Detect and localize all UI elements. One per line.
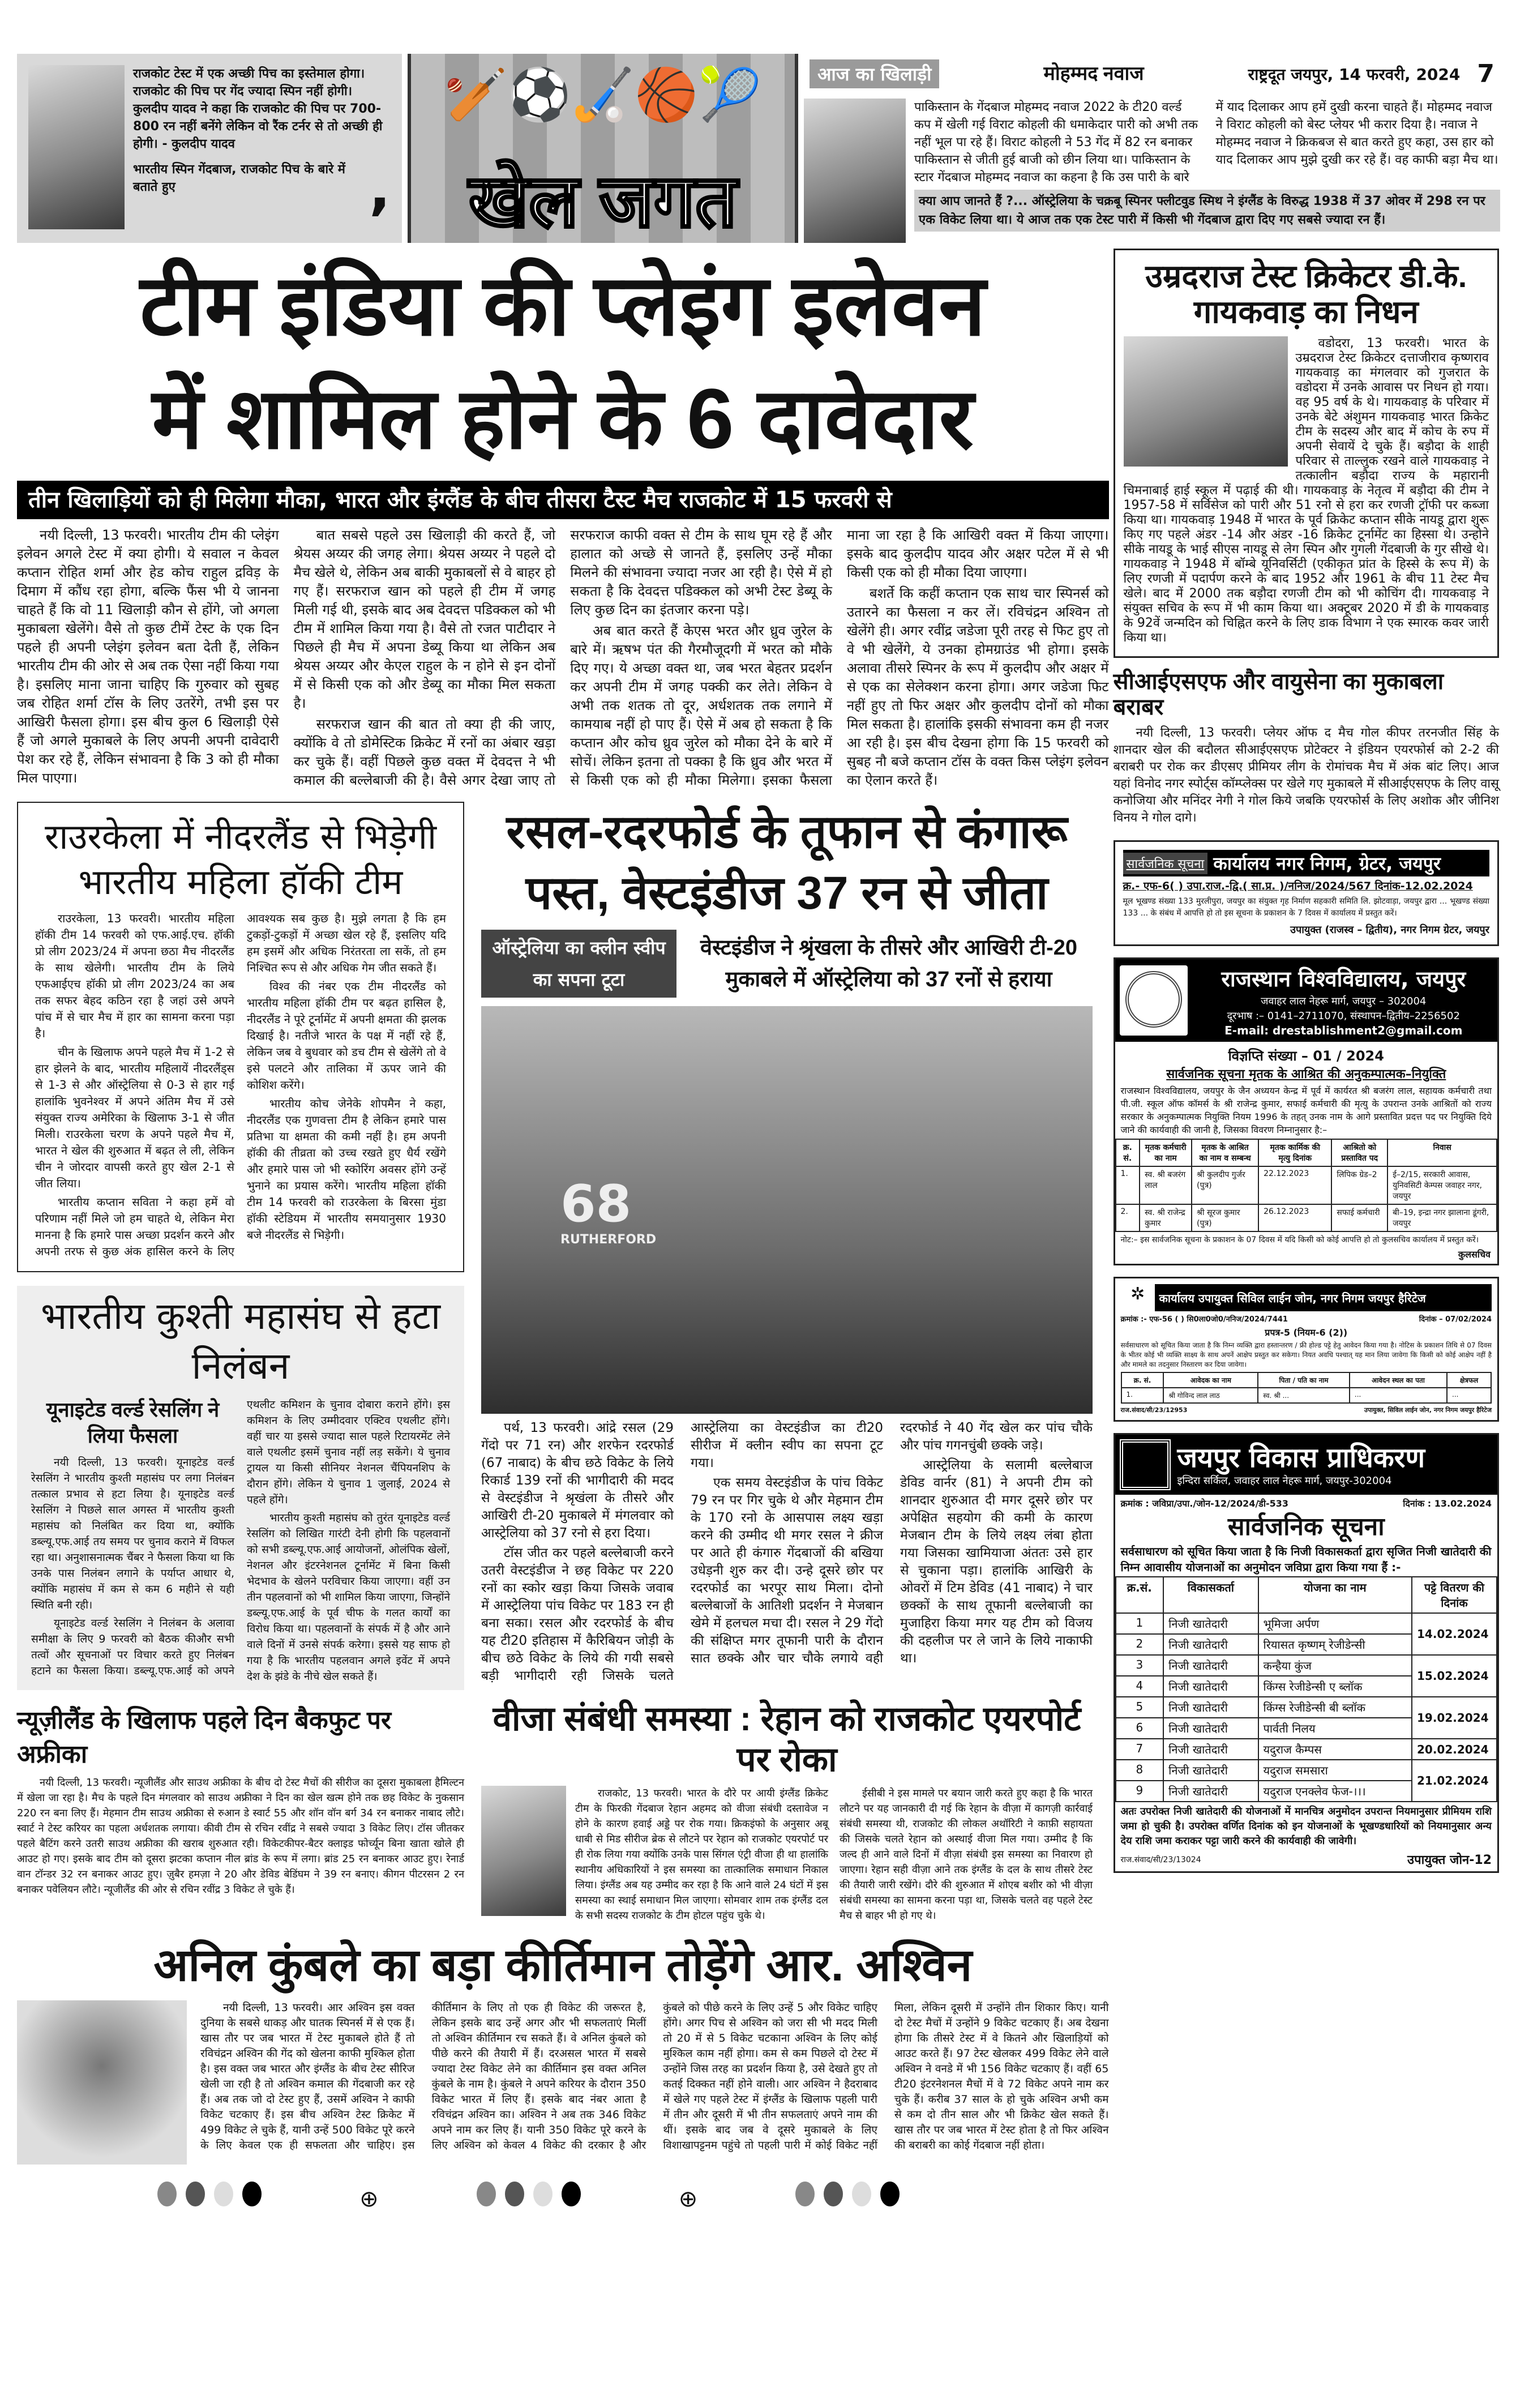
cell: श्री सूरज कुमार (पुत्र) [1192, 1204, 1258, 1231]
player-of-day [804, 54, 1500, 243]
crosshair-icon: ⊕ [678, 2186, 698, 2212]
university-seal-icon [1120, 965, 1188, 1036]
ad-heading: सार्वजनिक सूचना [1227, 1512, 1385, 1542]
paragraph: यूनाइटेड वर्ल्ड रेसलिंग ने निलंबन के अलावा समीक्षा के लिए 9 फरवरी को बैठक कीऔर सभी तत्वों और सूचनाओं पर विचार करते हुए निलंबन हटाने का फैसला किया। डब्ल्यू.एफ.आई को अपने एथलीट कमिशन के चुनाव दोबारा कराने होंगे। इस कमिशन के लिए उम्मीदवार एक्टिव एथलीट होंगे। वहीं चार या इससे ज्यादा साल पहले रिटायरमेंट लेने वाले एथलीट इसमें चुनाव नहीं लड़ सकेंगे। ये चुनाव ट्रायल या किसी सीनियर नेशनल चैंपियनशिप के दौरान होंगे। लेकिन ये चुनाव 1 जुलाई, 2024 से पहले होंगे। [31, 1398, 450, 1677]
table-row [1116, 1739, 1497, 1760]
jersey-name: RUTHERFORD [560, 1233, 657, 1247]
jda-logo-icon [1120, 1439, 1171, 1490]
cell: 2. [1116, 1204, 1140, 1231]
table-row [1116, 1166, 1497, 1204]
paragraph: नयी दिल्ली, 13 फरवरी। भारतीय टीम की प्लेइंग इलेवन अगले टेस्ट में क्या होगी। ये सवाल न केवल कप्तान रोहित शर्मा और हेड कोच राहुल द्रविड़ के दिमाग में कौंध रहा होगा, बल्कि फैंस भी ये जानना चाहते हैं कि वो 11 खिलाड़ी कौन से होंगे, जो अगला मुकाबला खेलेंगे। वैसे तो कुछ टीमें टेस्ट के एक दिन पहले ही अपनी प्लेइंग इलेवन बता देती हैं, लेकिन भारतीय टीम की ओर से अब तक ऐसा नहीं किया गया है। इसलिए माना जाना चाहिए कि गुरुवार को सुबह जब रोहित शर्मा टॉस के लिए उतरेंगे, तभी इस पर आखिरी फैसला होगा। इस बीच कुल 6 खिलाड़ी ऐसे हैं जो अगले मुकाबले के लिए अपनी अपनी दावेदारी पेश कर रहे हैं, लेकिन संभावना है कि 3 को ही मौका मिल पाएगा। [17, 527, 279, 786]
cell: निजी खातेदारी [1163, 1760, 1258, 1781]
table-row [1116, 1697, 1497, 1718]
ad-address: जवाहर लाल नेहरू मार्ग, जयपुर – 302004 [1261, 995, 1427, 1008]
ad-signature: उपायुक्त, सिविल लाईन जोन, नगर निगम जयपुर हैरिटेज [1364, 1406, 1492, 1414]
column-header: क्षेत्रफल [1447, 1372, 1491, 1388]
cisf-body [1114, 725, 1499, 827]
ad-body: मूल भूखण्ड संख्या 133 मुरलीपुरा, जयपुर का संयुक्त गृह निर्माण सहकारी समिति लि. झोटवाड़ा, जयपुर द्वारा ... भूखण्ड संख्या 133 ... के संबंध में आपत्ति हो तो इस सूचना के प्रकाशन के 7 दिवस में कार्यालय में प्रस्तुत करें। [1123, 897, 1489, 918]
ad-signature: उपायुक्त (राजस्व – द्वितीय), नगर निगम ग्रेटर, जयपुर [1290, 924, 1489, 936]
player-name: मोहम्मद नवाज [1043, 63, 1144, 85]
visa-body [575, 1786, 1093, 1926]
russell-story [481, 802, 1093, 1685]
paragraph: एक समय वेस्टइंडीज के पांच विकेट 79 रन पर गिर चुके थे और मेहमान टीम के 170 रनो के आसपास लक्ष्य खड़ा करने की उम्मीद थी मगर रसल ने क्रीज पर आते ही कंगारु गेंदबाजों की बखिया उधेड़नी शुरु कर दी। उन्हे दूसरे छोर पर रदरफोर्ड का भरपूर साथ मिला। दोनो बल्लेबाजों के आतिशी प्रदर्शन ने मेजबान खेमे में हलचल मचा दी। रसल ने 29 गेंदो की संक्षिप्त मगर तूफानी पारी के दौरान सात छक्के और चार चौके लगाये वही रदरफोर्ड ने 40 गेंद खेल कर पांच चौके और पांच गगनचुंबी छक्के जड़े। [691, 1421, 1093, 1666]
cell: 1. [1121, 1388, 1164, 1403]
cell: 9 [1116, 1781, 1164, 1802]
registration-dot-icon [852, 2182, 871, 2206]
column-header: विकासकर्ता [1163, 1577, 1258, 1613]
cell: 26.12.2023 [1258, 1204, 1331, 1231]
masthead [17, 54, 1500, 243]
right-column [1114, 249, 1499, 1873]
russell-headline-line-1: रसल-रदरफोर्ड के तूफान से कंगारू [506, 806, 1068, 858]
registration-marks [153, 2182, 1499, 2210]
notice-title: सार्वजनिक सूचना मृतक के आश्रित की अनुकम्पात्मक–नियुक्ति [1166, 1067, 1446, 1082]
cell: स्व. श्री राजेन्द्र कुमार [1140, 1204, 1192, 1231]
lead-subhead: तीन खिलाड़ियों को ही मिलेगा मौका, भारत और इंग्लैंड के बीच तीसरा टैस्ट मैच राजकोट में 15 फरवरी से [17, 481, 1109, 519]
cell: निजी खातेदारी [1163, 1634, 1258, 1655]
cell: भूमिजा अर्पण [1258, 1613, 1412, 1634]
cell: निजी खातेदारी [1163, 1718, 1258, 1739]
column-header: पट्टे वितरण की दिनांक [1412, 1577, 1497, 1613]
cell: लिपिक ग्रेड–2 [1331, 1166, 1387, 1204]
paragraph: भारतीय कप्तान सविता ने कहा हमें वो परिणाम नहीं मिले जो हम चाहते थे, लेकिन मेरा मानना है कि हमारे पास अच्छा प्रदर्शन करने और अपनी तरफ से कुछ अंक हासिल करने के लिए आवश्यक सब कुछ है। मुझे लगता है कि हम टुकड़ों-टुकड़ों में अच्छा खेल रहे हैं, इसलिए यदि हम इसमें और अधिक निरंतरता ला सकें, तो हम निश्चित रूप से और अधिक गेम जीत सकते हैं। [35, 912, 446, 1258]
dateline: राष्ट्रदूत जयपुर, 14 फरवरी, 2024 [1248, 65, 1461, 84]
wrestling-headline: भारतीय कुश्ती महासंघ से हटा निलंबन [40, 1294, 441, 1388]
ad-header [1115, 1435, 1497, 1495]
cell: 6 [1116, 1718, 1164, 1739]
quote-caption: भारतीय स्पिन गेंदबाज, राजकोट पिच के बारे में बताते हुए [133, 162, 345, 194]
column-header: आवेदन स्थल का पता [1350, 1372, 1447, 1388]
hockey-story [17, 802, 464, 1272]
ad-header [1115, 959, 1497, 1042]
ad-footer: अतः उपरोक्त निजी खातेदारी की योजनाओं में मानचित्र अनुमोदन उपरान्त नियमानुसार प्रीमियम राशि जमा हो चुकी है। उपरोक्त वर्णित दिनांक को इन योजनाओं के भूखण्डधारियों को नियमानुसार अन्य देय राशि जमा कराकर पट्टा जारी करने की कार्यवाही की जावेगी। [1120, 1806, 1492, 1847]
cell: यदुराज एनक्लेव फेज-।।। [1258, 1781, 1412, 1802]
column-header: पिता / पति का नाम [1258, 1372, 1350, 1388]
table-row [1121, 1388, 1491, 1403]
jda-ad [1114, 1433, 1499, 1873]
civil-lines-ad [1114, 1277, 1499, 1422]
ad-label: सार्वजनिक सूचना [1123, 853, 1208, 874]
cell: स्व. श्री बजरंग लाल [1140, 1166, 1192, 1204]
nz-headline: न्यूज़ीलैंड के खिलाफ पहले दिन बैकफुट पर अफ्रीका [17, 1706, 391, 1768]
date-cell: 14.02.2024 [1412, 1613, 1497, 1655]
sports-equipment-icon: 🏏⚽🏑🏀🎾 [444, 65, 762, 125]
cell: निजी खातेदारी [1163, 1781, 1258, 1802]
date-cell: 15.02.2024 [1412, 1655, 1497, 1697]
aaj-ka-khiladi-label: आज का खिलाड़ी [810, 59, 939, 88]
registration-dot-icon [186, 2182, 205, 2206]
ad-title: जयपुर विकास प्राधिकरण [1177, 1442, 1425, 1474]
date-cell: 21.02.2024 [1412, 1760, 1497, 1802]
cell: 5 [1116, 1697, 1164, 1718]
hockey-body [35, 910, 446, 1260]
table-row [1116, 1613, 1497, 1634]
main-area [17, 249, 1109, 2165]
date-cell: 19.02.2024 [1412, 1697, 1497, 1739]
paragraph: नयी दिल्ली, 13 फरवरी। न्यूजीलैंड और साउथ अफ्रीका के बीच दो टेस्ट मैचों की सीरीज का दूसरा मुकाबला हैमिल्टन में खेला जा रहा है। मैच के पहले दिन मंगलवार को साउथ अफ्रीका ने दिन का खेल खत्म होने तक छह विकेट के नुकसान 220 रन बना लिए हैं। मेहमान टीम साउथ अफ्रीका से रुआन डे स्वार्ट 55 और शॉन वॉन बर्ग 34 रन बनाकर नाबाद लौटे। स्वार्ट ने टेस्ट करियर का पहला अर्धशतक लगाया। कीवी टीम से रचिन रवींद्र ने सबसे ज्यादा 3 विकेट लिए। टॉस जीतकर पहले बैटिंग करने उतरी साउथ अफ्रीका की खराब शुरुआत रही। विकेटकीपर-बैटर क्लाइड फोर्च्यून बिना खाता खोले ही आउट हो गए। इसके बाद टीम को दूसरा झटका कप्तान नील ब्रांड के रूप में लगा। ब्रांड 25 रन बनाकर आउट हुए। रेनार्ड वान टॉन्डर 32 रन बनाकर आउट हुए। ज़ुबैर हमज़ा ने 20 और डेविड बेडिंघम ने 39 रन बनाए। कीगन पीटरसन 2 रन बनाकर पवेलियन लौटे। न्यूजीलैंड की ओर से रचिन रवींद्र 3 विकेट ले चुके हैं। [17, 1777, 465, 1896]
ad-form: प्रपत्र-5 (नियम-6 (2)) [1265, 1327, 1348, 1338]
page-number: 7 [1477, 59, 1494, 88]
paragraph: पर्थ, 13 फरवरी। आंद्रे रसल (29 गेंदो पर 71 रन) और शरफेन रदरफोर्ड (67 नाबाद) के बीच छठे विकेट के लिये रिकार्ड 139 रनों की भागीदारी की मदद से वेस्टइंडीज ने श्रृखंला के तीसरे और आखिरी टी-20 मुकाबले में मंगलवार को आस्ट्रेलिया को 37 रनो से हरा दिया। [481, 1421, 674, 1541]
paragraph: भारतीय कोच जेनेके शोपमैन ने कहा, नीदरलैंड एक गुणवत्ता टीम है लेकिन हमारे पास प्रतिभा या क्षमता की कमी नहीं है। हम अपनी हॉकी की तीव्रता को उच्च रखते हुए धैर्य रखेंगे और हमारे पास जो भी स्कोरिंग अवसर होंगे उन्हें भुनाने का प्रयास करेंगे। भारतीय महिला हॉकी टीम 14 फरवरी को राउरकेला के बिरसा मुंडा हॉकी स्टेडियम में भारतीय समयानुसार 1930 बजे नीदरलैंड से भिड़ेगी। [247, 1097, 446, 1242]
ad-date: दिनांक – 07/02/2024 [1419, 1315, 1492, 1324]
player-text: पाकिस्तान के गेंदबाज मोहम्मद नवाज 2022 के टी20 वर्ल्ड कप में खेली गई विराट कोहली की धमाकेदार पारी को अभी तक नहीं भूल पा रहे हैं। विराट कोहली ने 53 गेंद में 82 रन बनाकर पाकिस्तान से जीती हुई बाजी को छीन लिया था। पाकिस्तान के स्टार गेंदबाज मोहम्मद नवाज का कहना है कि उस पारी के बारे में याद दिलाकर आप हमें दुखी करना चाहते हैं। मोहम्मद नवाज ने विराट कोहली को बेस्ट प्लेयर भी करार दिया है। नवाज ने मोहम्मद नवाज ने क्रिकबज से बात करते हुए कहा, उस हार को याद दिलाकर आप मुझे दुखी कर रहे हैं। वह काफी बड़ा मैच था। [914, 100, 1498, 185]
appointment-table [1115, 1139, 1497, 1232]
table-header-row [1121, 1372, 1491, 1388]
gaikwad-headline: उम्रदराज टेस्ट क्रिकेटर डी.के. गायकवाड़ का निधन [1145, 258, 1467, 330]
wrestling-body [31, 1397, 450, 1684]
cell: कन्हैया कुंज [1258, 1655, 1412, 1676]
ad-title: राजस्थान विश्वविद्यालय, जयपुर [1221, 966, 1466, 992]
ad-ref: क्रमांक :- एफ-56 ( ) सि0ला0जो0/ननिज/2024/7441 [1120, 1315, 1288, 1324]
cell: निजी खातेदारी [1163, 1676, 1258, 1697]
lead-body [17, 526, 1109, 790]
crosshair-icon: ⊕ [359, 2186, 379, 2212]
ad-code: राज.संवाद/सी/23/13024 [1120, 1855, 1201, 1864]
ad-date: दिनांक : 13.02.2024 [1403, 1498, 1492, 1509]
column-header: आवेदक का नाम [1163, 1372, 1258, 1388]
ad-signature: उपायुक्त जोन-12 [1407, 1853, 1492, 1868]
paragraph: नयी दिल्ली, 13 फरवरी। आर अश्विन इस वक्त दुनिया के सबसे धाकड़ और घातक स्पिनर्स में से एक हैं। खास तौर पर जब भारत में टेस्ट मुकाबले होते हैं तो रविचंद्रन अश्विन की गेंद को खेलना काफी मुश्किल होता है। इस वक्त जब भारत और इंग्लैंड के बीच टेस्ट सीरिज खेली जा रही है तो अश्विन कमाल की गेंदबाजी कर रहे हैं। अब तक जो दो टेस्ट हुए हैं, उसमें अश्विन ने काफी विकेट चटकाए हैं। इस बीच अश्विन टेस्ट क्रिकेट में 499 विकेट ले चुके हैं, यानी उन्हें 500 विकेट पूरे करने के लिए केवल एक ही सफलता और चाहिए। इस कीर्तिमान के लिए तो एक ही विकेट की जरूरत है, लेकिन इसके बाद उन्हें अगर और भी सफलताएं मिलीं तो अश्विन कीर्तिमान रच सकते हैं। वे अनिल कुंबले को पीछे करने की तैयारी में हैं। दरअसल भारत में सबसे ज्यादा टेस्ट विकेट लेने का कीर्तिमान इस वक्त अनिल कुंबले के नाम है। कुंबले ने अपने करियर के दौरान 350 विकेट भारत में लिए हैं। इसके बाद नंबर आता है रविचंद्रन अश्विन का। अश्विन ने अब तक 346 विकेट अपने नाम कर लिए हैं। यानी 350 विकेट पूरे करने के लिए अश्विन को केवल 4 विकेट की दरकार है और कुंबले को पीछे करने के लिए उन्हें 5 और विकेट चाहिए होंगे। अगर पिच से अश्विन को जरा सी भी मदद मिली तो 20 में से 5 विकेट चटकाना अश्विन के लिए कोई मुश्किल काम नहीं होगा। कम से कम पिछले दो टेस्ट में उन्होंने जिस तरह का प्रदर्शन किया है, उसे देखते हुए तो कतई दिक्कत नहीं होने वाली। आर अश्विन ने हैदराबाद में खेले गए पहले टेस्ट में इंग्लैंड के खिलाफ पहली पारी में तीन और दूसरी में भी तीन सफलताएं अपने नाम की थीं। इसके बाद जब वे दूसरे मुकाबले के लिए विशाखापट्टनम पहुंचे तो पहली पारी में कोई विकेट नहीं मिला, लेकिन दूसरी में उन्होंने तीन शिकार किए। यानी दो टेस्ट मैचों में उन्होंने 9 विकेट चटकाए हैं। अब देखना होगा कि तीसरे टेस्ट में वे कितने और खिलाड़ियों को आउट करते हैं। 97 टेस्ट खेलकर 499 विकेट लेने वाले अश्विन ने वनडे में भी 156 विकेट चटकाए हैं। वहीं 65 टी20 इंटरनेशनल मैचों में वे 72 विकेट अपने नाम कर चुके हैं। करीब 37 साल के हो चुके अश्विन अभी कम से कम दो तीन साल और भी क्रिकेट खेल सकते हैं। खास तौर पर जब भारत में टेस्ट होता है तो फिर अश्विन की बराबरी का कोई गेंदबाज नहीं होता। [200, 2001, 1109, 2152]
paragraph: नयी दिल्ली, 13 फरवरी। यूनाइटेड वर्ल्ड रेसलिंग ने भारतीय कुश्ती महासंघ पर लगा निलंबन तत्काल प्रभाव से हटा लिया है। यूनाइटेड वर्ल्ड रेसलिंग ने पिछले साल अगस्त में भारतीय कुश्ती महासंघ को निलंबित कर दिया था, क्योंकि डब्ल्यू.एफ.आई तय समय पर चुनाव कराने में विफल रहा था। अनुशासनात्मक चैंबर ने फैसला किया था कि उनके पास निलंबन लगाने के पर्याप्त आधार थे, क्योंकि महासंघ में कम से कम 6 महीने से यही स्थिति बनी रही। [31, 1456, 234, 1611]
column-header: मृतक के आश्रित का नाम व सम्बन्ध [1192, 1139, 1258, 1166]
cell: निजी खातेदारी [1163, 1697, 1258, 1718]
ad-title: कार्यालय नगर निगम, ग्रेटर, जयपुर [1213, 853, 1441, 875]
table-row [1116, 1760, 1497, 1781]
ad-header [1123, 850, 1489, 876]
column-header: क्र. सं. [1116, 1139, 1140, 1166]
lead-headline-line-1: टीम इंडिया की प्लेइंग इलेवन [140, 258, 986, 353]
cell: ... [1350, 1388, 1447, 1403]
column-header: आश्रितो को प्रस्तावित पद [1331, 1139, 1387, 1166]
visa-story [481, 1699, 1093, 1926]
cell: सफाई कर्मचारी [1331, 1204, 1387, 1231]
cell: यदुराज समसारा [1258, 1760, 1412, 1781]
nz-body [17, 1775, 464, 1897]
paragraph: राजकोट, 13 फरवरी। भारत के दौरे पर आयी इंग्लैंड क्रिकेट टीम के फिरकी गेंदबाज रेहान अहमद को वीजा संबंधी दस्तावेज न होने के कारण हवाई अड्डे पर रोक गया। क्रिकइंफो के अनुसार अबू धाबी से मिड सीरीज ब्रेक से लौटने पर रेहान को राजकोट एयरपोर्ट पर ही रोक लिया गया क्योंकि उनके पास सिंगल एंट्री वीजा ही था हालांकि स्थानीय अधिकारियों ने इस समस्या का तात्कालिक समाधान निकाल लिया। इंग्लैंड अब यह उम्मीद कर रहा है कि आने वाले 24 घंटों में इस समस्या का स्थाई समाधान मिल जाएगा। सोमवार शाम तक इंग्लैंड दल के सभी सदस्य राजकोट के टीम होटल पहुंच चुके थे। [575, 1787, 828, 1922]
column-header: क्र. सं. [1121, 1372, 1164, 1388]
cell: श्री गोविन्द लाल लाठ [1163, 1388, 1258, 1403]
cell: 3 [1116, 1655, 1164, 1676]
column-header: क्र.सं. [1116, 1577, 1164, 1613]
paragraph: भारतीय कुश्ती महासंघ को तुरंत यूनाइटेड वर्ल्ड रेसलिंग को लिखित गारंटी देनी होगी कि पहलवानों को सभी डब्ल्यू.एफ.आई आयोजनों, ओलंपिक खेलों, नेशनल और इंटरनेशनल टूर्नामेंट में बिना किसी भेदभाव के खेलने परविचार किया जाएगा। वहीं उन तीन पहलवानों को भी शामिल किया जाएगा, जिन्होंने डब्ल्यू.एफ.आई के पूर्व चीफ के गलत कार्यों का विरोध किया था। पहलवानों के संपर्क में है और आने वाले दिनों में उनसे संपर्क करेगा। इससे यह साफ हो गया है कि भारतीय पहलवान अगले इवेंट में अपने देश के झंडे के नीचे खेल सकते हैं। [247, 1512, 450, 1683]
match-photo [481, 1006, 1093, 1414]
russell-body [481, 1419, 1093, 1685]
cell: स्व. श्री ... [1258, 1388, 1350, 1403]
cell: निजी खातेदारी [1163, 1739, 1258, 1760]
paragraph: आस्ट्रेलिया के सलामी बल्लेबाज डेविड वार्नर (81) ने अपनी टीम को शानदार शुरुआत दी मगर दूसरे छोर पर अपेक्षित सहयोग की कमी के कारण मेजबान टीम के लिये लक्ष्य लंबा होता गया जिसका खामियाजा अंततः उसे हार से चुकाना पड़ा। हालांकि आखिरी के ओवरों में टिम डेविड (41 नाबाद) ने चार छक्कों के साथ तूफानी बल्लेबाजी का मुजाहिरा किया मगर यह टीम को विजय की दहलीज पर ले जाने के लिये नाकाफी था। [900, 1458, 1093, 1666]
ad-body: सर्वसाधारण को सूचित किया जाता है कि निम्न व्यक्ति द्वारा हस्तान्तरण / फ्री होल्ड पट्टे हेतु आवेदन किया गया है। नोटिस के प्रकाशन तिथि से 07 दिवस के भीतर कोई भी व्यक्ति साक्ष्य के साथ अपनें आक्षेप प्रस्तुत कर सकेगा। नियत अवधि पश्चात् यह मान लिया जावेगा कि किसी को कोई आक्षेप नहीं है और मामले का तदनुसार निस्तारण कर दिया जावेगा। [1120, 1341, 1492, 1369]
paragraph: बशर्ते कि कहीं कप्तान एक साथ चार स्पिनर्स को उतारने का फैसला न कर लें। रविचंद्रन अश्विन तो खेलेंगे ही। अगर रवींद्र जडेजा पूरी तरह से फिट हुए तो वे भी खेलेंगे, ये उनका होमग्राउंड भी होगा। इसके अलावा तीसरे स्पिनर के रूप में कुलदीप और अक्षर में से एक का सेलेक्शन करना होगा। अगर जडेजा फिट नहीं हुए तो फिर अक्षर और कुलदीप दोनों को मौका मिल सकता है। हालांकि इसकी संभावना कम ही नजर आ रही है। इस बीच देखना होगा कि 15 फरवरी को सुबह नौ बजे कप्तान टॉस के वक्त किस प्लेइंग इलेवन का ऐलान करते हैं। [846, 585, 1109, 788]
quote-text: राजकोट टेस्ट में एक अच्छी पिच का इस्तेमाल होगा। राजकोट की पिच पर गेंद ज्यादा स्पिन नहीं होगी। कुलदीप यादव ने कहा कि राजकोट की पिच पर 700-800 रन नहीं बनेंगे लेकिन वो रैंक टर्नर से तो अच्छी ही होगी। - कुलदीप यादव [133, 67, 383, 151]
notice-note: नोट:– इस सार्वजनिक सूचना के प्रकाशन के 07 दिवस में यदि किसी को कोई आपत्ति हो तो कुलसचिव कार्यालय में प्रस्तुत करें। [1120, 1235, 1479, 1245]
nagar-nigam-ad [1114, 840, 1499, 946]
cell: 1 [1116, 1613, 1164, 1634]
registration-dot-icon [880, 2182, 900, 2206]
lead-headline-line-2: में शामिल होने के 6 दावेदार [152, 371, 974, 466]
registration-dot-icon [562, 2182, 581, 2206]
column-header: निवास [1387, 1139, 1497, 1166]
did-you-know: क्या आप जानते हैं ?... ऑस्ट्रेलिया के चक्रबू स्पिनर फ्लीटवुड स्मिथ ने इंग्लैंड के विरुद्ध 1938 में 37 ओवर में 298 रन पर एक विकेट लिया था। ये आज तक एक टेस्ट पारी में किसी भी गेंदबाज द्वारा दिए गए सबसे ज्यादा रन हैं। [914, 190, 1500, 232]
column-header: मृतक कर्मचारी का नाम [1140, 1139, 1192, 1166]
table-header-row [1116, 1139, 1497, 1166]
cell: किंग्स रेजीडेन्सी ए ब्लॉक [1258, 1676, 1412, 1697]
registration-dot-icon [824, 2182, 843, 2206]
column-header: योजना का नाम [1258, 1577, 1412, 1613]
emblem-icon: ✲ [1121, 1284, 1155, 1311]
ashwin-photo [17, 2000, 187, 2165]
cell: किंग्स रेजीडेन्सी बी ब्लॉक [1258, 1697, 1412, 1718]
section-logo [408, 54, 798, 243]
cell: 22.12.2023 [1258, 1166, 1331, 1204]
registration-dot-icon [214, 2182, 233, 2206]
paragraph: चीन के खिलाफ अपने पहले मैच में 1-2 से हार झेलने के बाद, भारतीय महिलायें नीदरलैंड्स से 1-3 से और ऑस्ट्रेलिया से 0-3 से हार गई हालांकि भुवनेश्वर में अपने अंतिम मैच में उसे संयुक्त राज्य अमेरिका के खिलाफ 3-1 से जीत मिली। राउरकेला चरण के अपने पहले मैच में, भारत ने खेल की शुरुआत में बढ़त ले ली, लेकिन चीन ने जोरदार वापसी करते हुए खेल 2-1 से जीत लिया। [35, 1045, 234, 1190]
paragraph: सरफराज खान की बात तो क्या ही की जाए, क्योंकि वे तो डोमेस्टिक क्रिकेट में रनों का अंबार खड़ा कर चुके हैं। वहीं पिछले कुछ वक्त में देवदत्त ने भी कमाल की बल्लेबाजी की है। वैसे अगर देखा जाए तो सरफराज काफी वक्त से टीम के साथ घूम रहे हैं और हालात को अच्छे से जानते हैं, इसलिए उन्हें मौका मिलने की संभावना ज्यादा नजर आ रही है। ऐसे में हो सकता है कि देवदत्त पडिक्कल को अभी टेस्ट डेब्यू के लिए कुछ दिन का इंतजार करना पड़े। [293, 527, 832, 788]
jersey-number: 68 [560, 1174, 632, 1234]
cell: 8 [1116, 1760, 1164, 1781]
cell: ई–2/15, सरकारी आवास, युनिवसिटी केम्पस जवाहर नगर, जयपुर [1387, 1166, 1497, 1204]
registration-dot-icon [533, 2182, 553, 2206]
registration-dot-icon [242, 2182, 262, 2206]
registration-dot-icon [795, 2182, 815, 2206]
registration-dot-icon [477, 2182, 496, 2206]
registration-dot-icon [505, 2182, 524, 2206]
cell: 4 [1116, 1676, 1164, 1697]
hockey-headline: राउरकेला में नीदरलैंड से भिड़ेगी भारतीय महिला हॉकी टीम [44, 816, 436, 903]
paragraph: टॉस जीत कर पहले बल्लेबाजी करने उतरी वेस्टइंडीज ने छह विकेट पर 220 रनों का स्कोर खड़ा किया जिसके जवाब में आस्ट्रेलिया पांच विकेट पर 183 रन ही बना सका। रसल और रदरफोर्ड के बीच यह टी20 इतिहास में कैरिबियन जोड़ी के बीच छठे विकेट के लिये की गयी सबसे बड़ी भागीदारी रही जिसके चलते आस्ट्रेलिया का वेस्टइंडीज का टी20 सीरीज में क्लीन स्वीप का सपना टूट गया। [481, 1421, 883, 1683]
paragraph: अब बात करते हैं केएस भरत और ध्रुव जुरेल के बारे में। ऋषभ पंत की गैरमौजूदगी में भरत को मौके दिए गए। ये अच्छा वक्त था, जब भरत बेहतर प्रदर्शन कर अपनी टीम में जगह पक्की कर लेते। लेकिन वे अभी तक शतक तो दूर, अर्धशतक तक लगाने में कामयाब नहीं हो पाए हैं। ऐसे में अब हो सकता है कि कप्तान और कोच ध्रुव जुरेल को मौका देने के बारे में सोचें। लेकिन इतना तो पक्का है कि ध्रुव और भरत में से किसी एक को ही मौका मिलेगा। इसका फैसला माना जा रहा है कि आखिरी वक्त में किया जाएगा। इसके बाद कुलदीप यादव और अक्षर पटेल में से भी किसी एक को ही मौका दिया जाएगा। [570, 527, 1109, 788]
section-title: खेल जगत [468, 160, 738, 243]
visa-headline: वीजा संबंधी समस्या : रेहान को राजकोट एयरपोर्ट पर रोका [493, 1700, 1081, 1778]
ad-ref: क्रमांक : जविप्रा/उपा./जोन-12/2024/डी-533 [1120, 1498, 1289, 1509]
gaikwad-story [1114, 249, 1499, 658]
lead-headline [17, 249, 1109, 475]
notice-body: राजस्थान विश्वविद्यालय, जयपुर के जैन अध्ययन केन्द्र में पूर्व में कार्यरत श्री बजरंग लाल, सहायक कर्मचारी तथा पी.जी. स्कूल ऑफ कॉमर्स के श्री राजेन्द्र कुमार, सफाई कर्मचारी की मृत्यु के उपरान्त उनके आश्रितों को राज्य सरकार के अनुकम्पात्मक नियुक्ति नियम 1996 के तहत् उनक नाम के आगे प्रस्तावित प्रदत्त पद पर नियुक्ति दिये जाने की कार्यवाही की जानी है, जिसका विवरण निम्नानुसार है:– [1120, 1085, 1492, 1136]
cell: श्री कुलदीप गुर्जर (पुत्र) [1192, 1166, 1258, 1204]
wrestling-subhead: यूनाइटेड वर्ल्ड रेसलिंग ने लिया फैसला [46, 1398, 220, 1447]
russell-headline-line-2: पस्त, वेस्टइंडीज 37 रन से जीता [525, 867, 1048, 919]
paragraph: नयी दिल्ली, 13 फरवरी। प्लेयर ऑफ द मैच गोल कीपर तरनजीत सिंह के शानदार खेल की बदौलत सीआईएसएफ प्रोटेक्टर ने इंडियन एयरफोर्स को 2-2 की बराबरी पर रोक कर डीएसए प्रीमियर लीग के रोमांचक मैच में अंक बांट लिए। आज यहां विनोद नगर स्पोर्ट्स कॉम्प्लेक्स पर खेले गए मुकाबले में सीआईएसएफ के लिए वासू कनोजिया और मनिंदर नेगी ने गोल किये जबकि एयरफोर्स के लिए अशोक और जीनिश विनय ने गोल दागे। [1113, 726, 1499, 826]
cell: ... [1447, 1388, 1491, 1403]
cisf-story [1114, 669, 1499, 829]
cell: 2 [1116, 1634, 1164, 1655]
ad-address: इन्दिरा सर्किल, जवाहर लाल नेहरू मार्ग, जयपुर-302004 [1177, 1475, 1392, 1487]
player-photo [804, 99, 906, 243]
cell: 7 [1116, 1739, 1164, 1760]
ad-ref: क्र.- एफ-6( ) उपा.राज.-द्वि.( सा.प्र. )/ननिज/2024/567 दिनांक-12.02.2024 [1123, 880, 1473, 893]
table-row [1116, 1655, 1497, 1676]
university-ad [1114, 957, 1499, 1265]
gaikwad-photo [1124, 336, 1288, 467]
quote-mark-icon: , [369, 156, 391, 222]
ad-title: कार्यालय उपायुक्त सिविल लाईन जोन, नगर निगम जयपुर हैरिटेज [1159, 1291, 1426, 1305]
ashwin-body [200, 2000, 1109, 2154]
ad-header [1121, 1284, 1492, 1311]
quote-box [17, 54, 402, 243]
ad-code: राज.संवाद/सी/23/12953 [1120, 1406, 1188, 1414]
rehan-photo [481, 1786, 566, 1916]
nz-story [17, 1704, 464, 1900]
table-header-row [1116, 1577, 1497, 1613]
lead-story [17, 249, 1109, 790]
registration-dot-icon [157, 2182, 177, 2206]
scheme-table [1115, 1576, 1497, 1802]
cell: पार्वती निलय [1258, 1718, 1412, 1739]
paragraph: वडोदरा, 13 फरवरी। भारत के उम्रदराज टेस्ट क्रिकेटर दत्ताजीराव कृष्णराव गायकवाड़ का मंगलवार को गुजरात के वडोदरा में उनके आवास पर निधन हो गया। वह 95 वर्ष के थे। गायकवाड़ के परिवार में उनके बेटे अंशुमन गायकवाड़ भारत क्रिकेट टीम के सदस्य और बाद में कोच के रुप में अपनी सेवायें दे चुके हैं। बड़ौदा के शाही परिवार से ताल्लुक रखने वाले गायकवाड़ ने तत्कालीन बड़ौदा राज्य के महारानी चिमनाबाई हाई स्कूल में पढ़ाई की थी। गायकवाड़ के नेतृत्व में बड़ौदा की टीम ने 1957-58 में सर्विसेज को पारी और 51 रनो से हरा कर रणजी ट्रॉफी पर कब्जा किया था। गायकवाड़ 1948 में भारत के पूर्व क्रिकेट कप्तान सीके नायडू द्वारा शुरू किए गए पहले अंडर -14 और अंडर -16 क्रिकेट टूर्नामेंट का हिस्सा थे। उन्होने सीके नायडू के भाई सीएस नायडू से लेग स्पिन और गुगली गेंदबाजी के गुर सीखे थे। गायकवाड़ ने 1948 में बॉम्बे यूनिवर्सिटी (एकीकृत प्रांत के हिस्से के रूप में) के लिए रणजी में पदार्पण करने के बाद 1952 और 1961 के बीच 11 टेस्ट मैच खेले। बाद में 2000 तक बड़ौदा रणजी टीम को भी कोचिंग दी। गायकवाड़ ने संयुक्त सचिव के रूप में भी काम किया था। अक्टूबर 2020 में डी के गायकवाड़ के 92वें जन्मदिन को चिह्नित करने के लिए डाक विभाग ने एक स्मारक कवर जारी किया था। [1123, 336, 1489, 645]
paragraph: राउरकेला, 13 फरवरी। भारतीय महिला हॉकी टीम 14 फरवरी को एफ.आई.एच. हॉकी प्रो लीग 2023/24 में अपना छठा मैच नीदरलैंड के साथ खेलेगी। भारतीय टीम के लिये एफआईएच हॉकी प्रो लीग 2023/24 का अब तक सफर बेहद कठिन रहा है जहां उसे अपने पांच में से चार मैच में हार का सामना करना पड़ा है। [35, 912, 234, 1040]
ashwin-story [17, 1937, 1109, 2165]
cell: निजी खातेदारी [1163, 1613, 1258, 1634]
russell-deck: वेस्टइंडीज ने श्रृंखला के तीसरे और आखिरी टी-20 मुकाबले में ऑस्ट्रेलिया को 37 रनों से हराया [700, 936, 1078, 991]
column-header: मृतक कार्मिक की मृत्यु दिनांक [1258, 1139, 1331, 1166]
cell: बी–19, इन्द्रा नगर झालाना डूंगरी, जयपुर [1387, 1204, 1497, 1231]
ad-intro: सर्वसाधारण को सूचित किया जाता है कि निजी विकासकर्ता द्वारा सृजित निजी खातेदारी की निम्न आवासीय योजनाओं का अनुमोदन जविप्रा द्वारा किया गया हैं :- [1120, 1545, 1492, 1575]
ashwin-headline: अनिल कुंबले का बड़ा कीर्तिमान तोड़ेंगे आर. अश्विन [153, 1940, 973, 1990]
cell: रियासत कृष्णम् रेजीडेन्सी [1258, 1634, 1412, 1655]
kuldeep-photo [28, 65, 125, 229]
cell: निजी खातेदारी [1163, 1655, 1258, 1676]
applicant-table [1121, 1372, 1492, 1404]
paragraph: विश्व की नंबर एक टीम नीदरलैंड को भारतीय महिला हॉकी टीम पर बढ़त हासिल है, नीदरलैंड ने पूरे टूर्नामेंट में अपनी क्षमता की झलक दिखाई है। नतीजे भारत के पक्ष में नहीं रहे हैं, लेकिन जब वे बुधवार को डच टीम से खेलेंगे तो वे इसे पलटने और तालिका में ऊपर जाने की कोशिश करेंगे। [247, 980, 446, 1092]
paragraph: बात सबसे पहले उस खिलाड़ी की करते हैं, जो श्रेयस अय्यर की जगह लेगा। श्रेयस अय्यर ने पहले दो मैच खेले थे, लेकिन अब बाकी मुकाबलों से वे बाहर हो गए हैं। सरफराज खान को पहले ही टीम में जगह मिली गई थी, इसके बाद अब देवदत्त पडिक्कल को भी टीम में शामिल किया गया है। वैसे तो रजत पाटीदार ने पिछले ही मैच में अपना डेब्यू किया था लेकिन अब श्रेयस अय्यर और केएल राहुल के न होने से इन दोनों में से किसी एक को और डेब्यू का मौका मिल सकता है। [293, 527, 556, 711]
russell-headline [481, 802, 1093, 924]
ad-email: E-mail: drestablishment2@gmail.com [1224, 1024, 1463, 1038]
cell: यदुराज कैम्पस [1258, 1739, 1412, 1760]
table-row [1116, 1204, 1497, 1231]
cisf-headline: सीआईएसएफ और वायुसेना का मुकाबला बराबर [1113, 669, 1444, 720]
notice-number: विज्ञप्ति संख्या – 01 / 2024 [1228, 1048, 1384, 1064]
wrestling-story [17, 1286, 464, 1690]
russell-kicker: ऑस्ट्रेलिया का क्लीन स्वीप का सपना टूटा [481, 930, 676, 998]
ad-phone: दूरभाष :– 0141–2711070, संस्थापन–द्वितीय–2256502 [1227, 1010, 1460, 1023]
ad-signature: कुलसचिव [1458, 1249, 1491, 1260]
cell: 1. [1116, 1166, 1140, 1204]
date-cell: 20.02.2024 [1412, 1739, 1497, 1760]
paragraph: ईसीबी ने इस मामले पर बयान जारी करते हुए कहा है कि भारत लौटने पर यह जानकारी दी गई कि रेहान के वीज़ा में कागज़ी कार्रवाई संबंधी समस्या थी, राजकोट की लोकल अथॉरिटी ने काफ़ी सहायता की जिसके चलते रेहान को अस्थाई वीजा मिल गया। उम्मीद है कि जल्द ही आने वाले दिनों में वीज़ा संबंधी इस समस्या का निवारण हो जाएगा। रेहान सही वीज़ा आने तक इंग्लैंड के दल के साथ तीसरे टेस्ट की तैयारी जारी रखेंगे। दौरे की शुरुआत में शोएब बशीर को भी वीज़ा संबंधी समस्या का सामना करना पड़ा था, जिसके चलते वह पहले टेस्ट मैच से बाहर भी हो गए थे। [840, 1787, 1093, 1922]
